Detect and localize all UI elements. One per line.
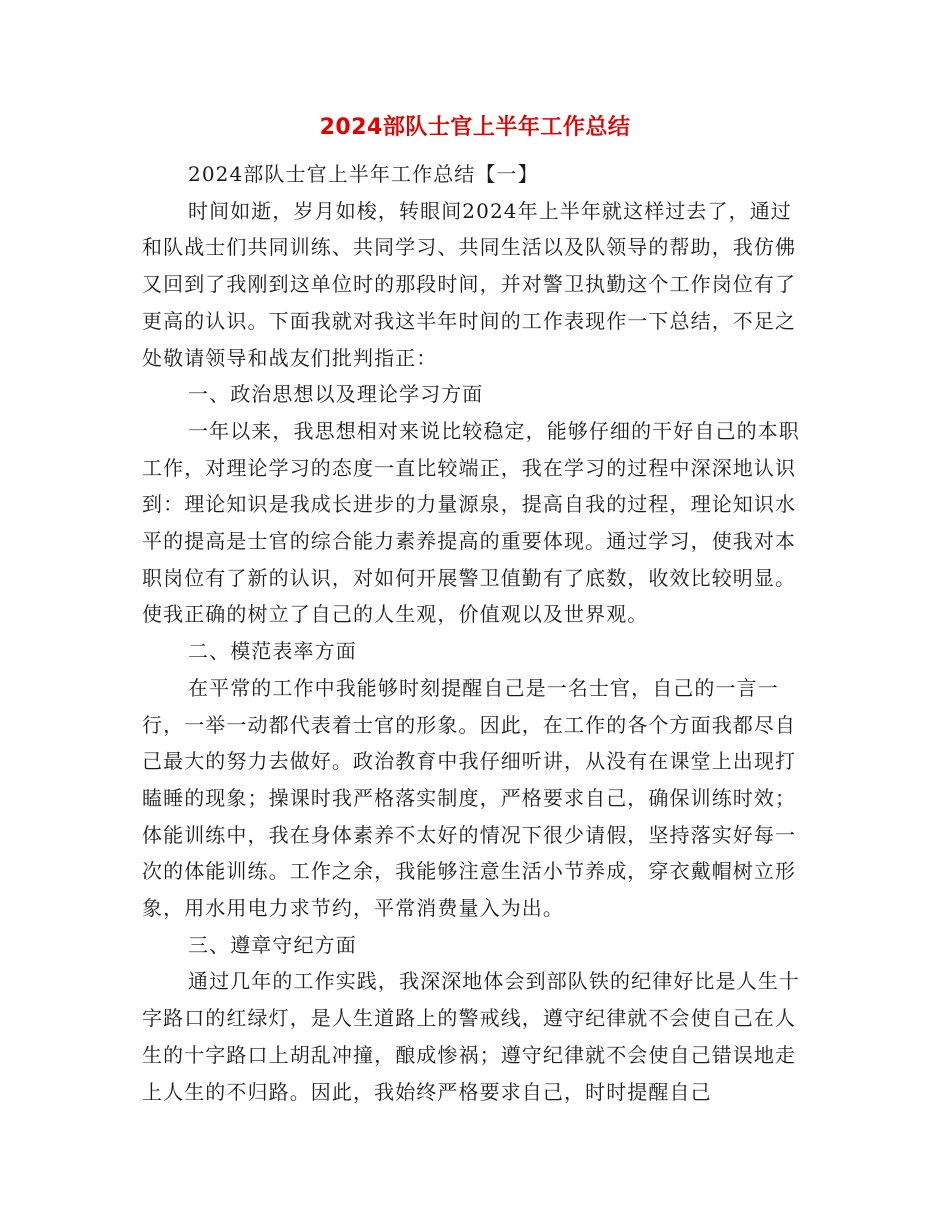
section-heading-role-model: 二、模范表率方面 xyxy=(188,639,357,664)
document-title: 2024部队士官上半年工作总结 xyxy=(319,115,631,140)
political-paragraph: 一年以来，我思想相对来说比较稳定，能够仔细的干好自己的本职工作，对理论学习的态度一直比较端正，我在学习的过程中深深地认识到：理论知识是我成长进步的力量源泉，提高自我的过程，理论知识水平的提高是士官的综合能力素养提高的重要体现。通过学习，使我对本职岗位有了新的认识，对如何开展警卫值勤有了底数，收效比较明显。使我正确的树立了自己的人生观，价值观以及世界观。 xyxy=(142,418,800,627)
discipline-paragraph: 通过几年的工作实践，我深深地体会到部队铁的纪律好比是人生十字路口的红绿灯，是人生道路上的警戒线，遵守纪律就不会使自己在人生的十字路口上胡乱冲撞，酿成惨祸；遵守纪律就不会使自己错误地走上人生的不归路。因此，我始终严格要求自己，时时提醒自己 xyxy=(142,969,800,1104)
section-heading-political: 一、政治思想以及理论学习方面 xyxy=(188,382,484,407)
subtitle-paragraph: 2024部队士官上半年工作总结【一】 xyxy=(188,162,539,186)
intro-paragraph: 时间如逝，岁月如梭，转眼间2024年上半年就这样过去了，通过和队战士们共同训练、共同学习、共同生活以及队领导的帮助，我仿佛又回到了我刚到这单位时的那段时间，并对警卫执勤这个工作岗位有了更高的认识。下面我就对我这半年时间的工作表现作一下总结，不足之处敬请领导和战友们批判指正： xyxy=(142,198,797,370)
role-model-paragraph: 在平常的工作中我能够时刻提醒自己是一名士官，自己的一言一行，一举一动都代表着士官的形象。因此，在工作的各个方面我都尽自己最大的努力去做好。政治教育中我仔细听讲，从没有在课堂上出现打瞌睡的现象；操课时我严格落实制度，严格要求自己，确保训练时效；体能训练中，我在身体素养不太好的情况下很少请假，坚持落实好每一次的体能训练。工作之余，我能够注意生活小节养成，穿衣戴帽树立形象，用水用电力求节约，平常消费量入为出。 xyxy=(142,675,797,921)
document-body xyxy=(142,156,802,1110)
section-heading-discipline: 三、遵章守纪方面 xyxy=(188,932,357,957)
